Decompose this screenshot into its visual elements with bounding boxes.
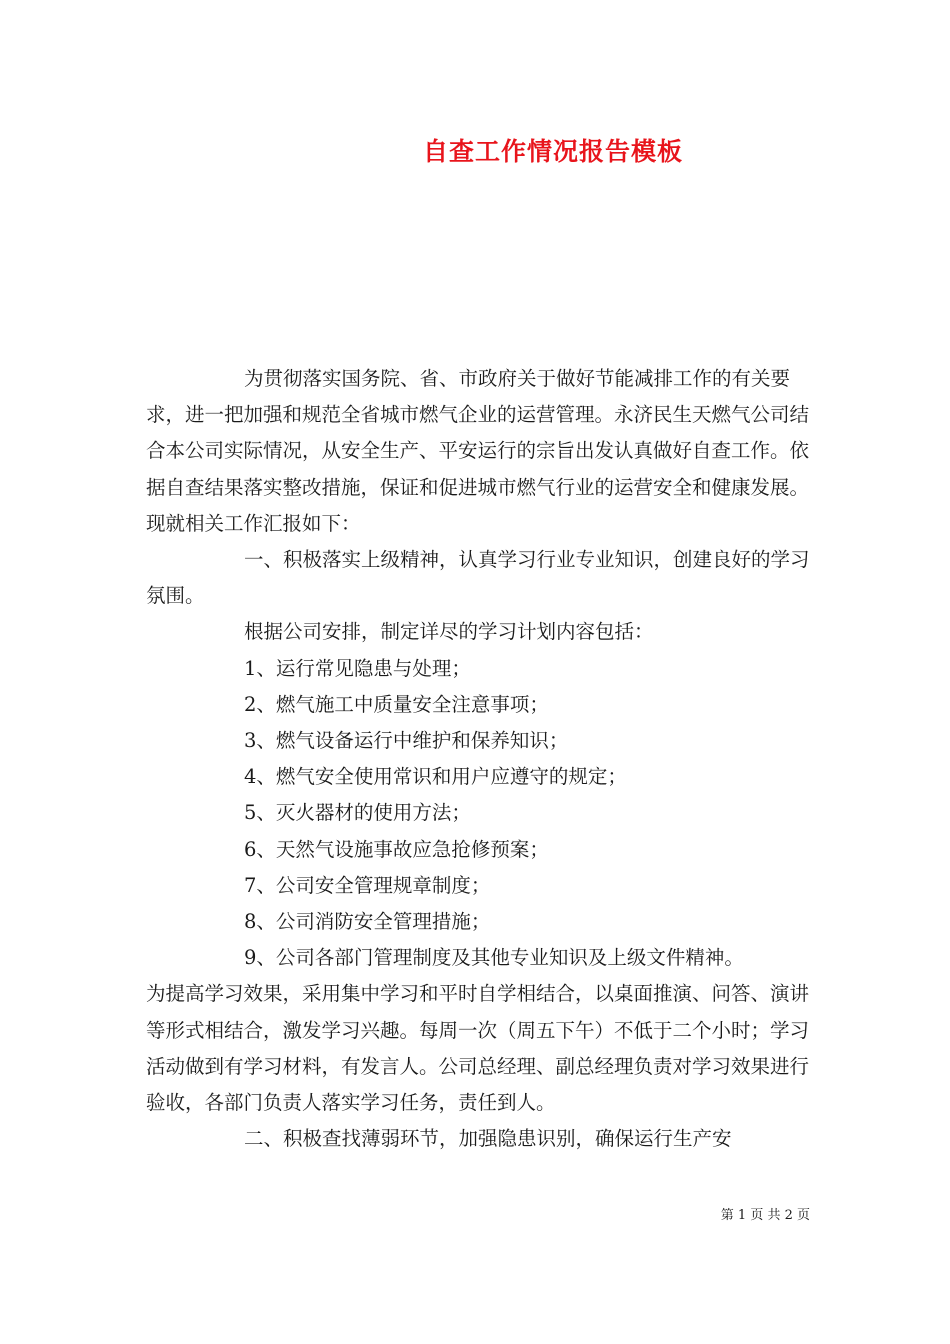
section-two-heading: 二、积极查找薄弱环节，加强隐患识别，确保运行生产安 <box>244 1127 732 1151</box>
section-one-heading: 一、积极落实上级精神，认真学习行业专业知识，创建良好的学习氛围。 <box>146 548 810 608</box>
list-item: 2、燃气施工中质量安全注意事项； <box>244 692 549 716</box>
list-item: 6、天然气设施事故应急抢修预案； <box>244 837 549 861</box>
list-item: 3、燃气设备运行中维护和保养知识； <box>244 729 569 753</box>
study-plan-intro: 根据公司安排，制定详尽的学习计划内容包括： <box>244 620 654 644</box>
list-item: 7、公司安全管理规章制度； <box>244 873 491 897</box>
list-item: 8、公司消防安全管理措施； <box>244 910 491 934</box>
document-body <box>146 361 810 1157</box>
list-item: 4、燃气安全使用常识和用户应遵守的规定； <box>244 765 627 789</box>
list-item: 5、灭火器材的使用方法； <box>244 801 471 825</box>
list-item: 1、运行常见隐患与处理； <box>244 656 471 680</box>
intro-paragraph: 为贯彻落实国务院、省、市政府关于做好节能减排工作的有关要求，进一把加强和规范全省城市燃气企业的运营管理。永济民生天燃气公司结合本公司实际情况，从安全生产、平安运行的宗旨出发认真做好自查工作。依据自查结果落实整改措施，保证和促进城市燃气行业的运营安全和健康发展。现就相关工作汇报如下： <box>146 367 810 535</box>
page-number: 第 1 页 共 2 页 <box>720 1208 810 1223</box>
list-item: 9、公司各部门管理制度及其他专业知识及上级文件精神。 <box>244 946 744 970</box>
document-title: 自查工作情况报告模板 <box>422 137 683 166</box>
study-method-paragraph: 为提高学习效果，采用集中学习和平时自学相结合，以桌面推演、问答、演讲等形式相结合，激发学习兴趣。每周一次（周五下午）不低于二个小时；学习活动做到有学习材料，有发言人。公司总经理、副总经理负责对学习效果进行验收，各部门负责人落实学习任务，责任到人。 <box>146 982 810 1115</box>
